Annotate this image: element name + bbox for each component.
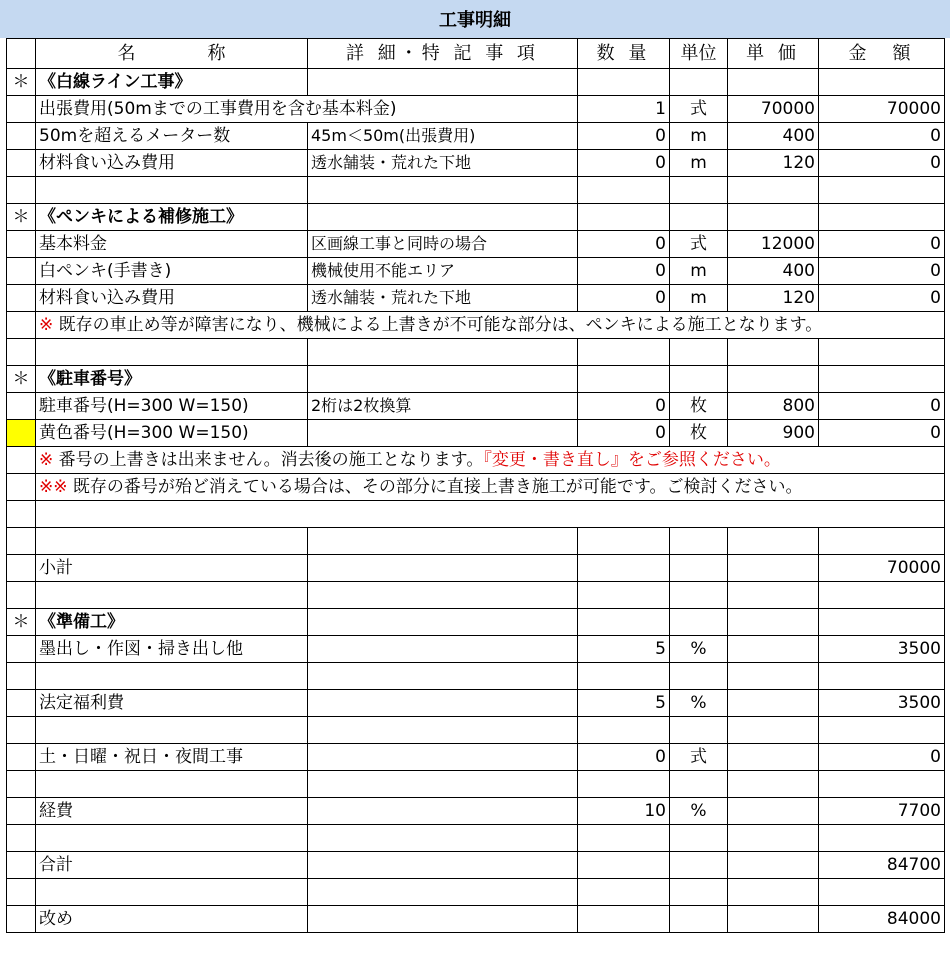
item-unit — [670, 879, 728, 906]
row-mark — [7, 177, 36, 204]
item-name: 法定福利費 — [36, 690, 308, 717]
note-cell — [36, 312, 945, 339]
item-name: 合計 — [36, 852, 308, 879]
item-price — [728, 555, 819, 582]
item-amount: 0 — [819, 393, 945, 420]
row-mark — [7, 339, 36, 366]
header-amount: 金 額 — [819, 39, 945, 69]
row-mark — [7, 663, 36, 690]
estimate-table — [6, 38, 945, 933]
note-cell — [36, 474, 945, 501]
item-amount — [819, 339, 945, 366]
item-detail — [308, 825, 578, 852]
item-qty — [578, 852, 670, 879]
item-detail: 透水舗装・荒れた下地 — [308, 150, 578, 177]
header-detail: 詳 細・特 記 事 項 — [308, 39, 578, 69]
item-detail — [308, 771, 578, 798]
item-amount — [819, 177, 945, 204]
item-detail — [308, 609, 578, 636]
table-row — [7, 717, 945, 744]
item-price — [728, 663, 819, 690]
item-unit: m — [670, 258, 728, 285]
item-unit — [670, 771, 728, 798]
item-qty — [578, 582, 670, 609]
row-mark: ＊ — [7, 204, 36, 231]
table-row — [7, 420, 945, 447]
item-name — [36, 825, 308, 852]
item-amount: 0 — [819, 231, 945, 258]
item-detail: 透水舗装・荒れた下地 — [308, 285, 578, 312]
table-row — [7, 636, 945, 663]
item-qty: 0 — [578, 285, 670, 312]
row-mark — [7, 150, 36, 177]
table-row — [7, 69, 945, 96]
row-mark — [7, 555, 36, 582]
item-amount: 3500 — [819, 690, 945, 717]
row-mark: ＊ — [7, 69, 36, 96]
item-price: 120 — [728, 285, 819, 312]
item-amount: 0 — [819, 123, 945, 150]
header-price: 単 価 — [728, 39, 819, 69]
item-name: 駐車番号(H=300 W=150) — [36, 393, 308, 420]
item-unit — [670, 366, 728, 393]
item-price — [728, 204, 819, 231]
table-row — [7, 474, 945, 501]
item-detail — [308, 528, 578, 555]
item-amount: 0 — [819, 744, 945, 771]
header-mark — [7, 39, 36, 69]
item-qty: 0 — [578, 150, 670, 177]
item-unit: 枚 — [670, 393, 728, 420]
item-name: 50mを超えるメーター数 — [36, 123, 308, 150]
item-unit — [670, 555, 728, 582]
item-detail — [308, 177, 578, 204]
item-name — [36, 528, 308, 555]
item-price — [728, 528, 819, 555]
header-row — [7, 39, 945, 69]
table-row — [7, 555, 945, 582]
item-detail — [308, 420, 578, 447]
item-amount: 7700 — [819, 798, 945, 825]
row-mark: ＊ — [7, 609, 36, 636]
item-detail — [308, 204, 578, 231]
item-detail — [308, 798, 578, 825]
item-amount — [819, 771, 945, 798]
item-qty — [578, 555, 670, 582]
row-mark — [7, 771, 36, 798]
row-mark — [7, 744, 36, 771]
table-row — [7, 366, 945, 393]
item-qty: 1 — [578, 96, 670, 123]
note-marker: ※※ — [39, 477, 68, 497]
table-row — [7, 582, 945, 609]
item-name: 黄色番号(H=300 W=150) — [36, 420, 308, 447]
item-price — [728, 906, 819, 933]
table-row — [7, 744, 945, 771]
item-amount — [819, 366, 945, 393]
item-price — [728, 609, 819, 636]
item-detail — [308, 879, 578, 906]
item-unit: 式 — [670, 231, 728, 258]
row-mark — [7, 312, 36, 339]
item-name: 小計 — [36, 555, 308, 582]
item-amount — [819, 879, 945, 906]
row-mark — [7, 528, 36, 555]
note-marker: ※ — [39, 315, 54, 335]
note-text: 既存の車止め等が障害になり、機械による上書きが不可能な部分は、ペンキによる施工となります。 — [53, 315, 823, 335]
item-price — [728, 825, 819, 852]
item-qty — [578, 366, 670, 393]
row-mark — [7, 258, 36, 285]
item-qty: 10 — [578, 798, 670, 825]
item-name — [36, 663, 308, 690]
item-name: 改め — [36, 906, 308, 933]
item-amount — [819, 609, 945, 636]
item-detail — [308, 663, 578, 690]
item-unit: 式 — [670, 96, 728, 123]
note-marker: ※ — [39, 450, 54, 470]
item-unit: m — [670, 285, 728, 312]
row-mark — [7, 582, 36, 609]
item-qty: 0 — [578, 420, 670, 447]
item-unit: % — [670, 636, 728, 663]
table-row — [7, 177, 945, 204]
item-qty: 5 — [578, 690, 670, 717]
item-price — [728, 744, 819, 771]
blank-line-cell — [36, 501, 945, 528]
item-price — [728, 177, 819, 204]
item-name — [36, 879, 308, 906]
item-qty: 0 — [578, 258, 670, 285]
item-qty — [578, 825, 670, 852]
item-qty — [578, 177, 670, 204]
row-mark — [7, 96, 36, 123]
item-detail — [308, 744, 578, 771]
item-unit — [670, 204, 728, 231]
item-qty — [578, 879, 670, 906]
item-name: 土・日曜・祝日・夜間工事 — [36, 744, 308, 771]
item-qty — [578, 339, 670, 366]
table-row — [7, 96, 945, 123]
table-row — [7, 204, 945, 231]
item-unit — [670, 582, 728, 609]
item-detail — [308, 717, 578, 744]
table-row — [7, 825, 945, 852]
item-name: 材料食い込み費用 — [36, 285, 308, 312]
item-amount — [819, 582, 945, 609]
item-amount: 3500 — [819, 636, 945, 663]
row-mark — [7, 906, 36, 933]
table-row — [7, 150, 945, 177]
table-row — [7, 312, 945, 339]
item-unit: % — [670, 690, 728, 717]
section-title: 《白線ライン工事》 — [36, 69, 308, 96]
item-amount — [819, 69, 945, 96]
item-price — [728, 852, 819, 879]
table-row — [7, 447, 945, 474]
item-amount: 84000 — [819, 906, 945, 933]
item-unit — [670, 69, 728, 96]
item-name: 基本料金 — [36, 231, 308, 258]
item-qty: 0 — [578, 123, 670, 150]
item-price — [728, 879, 819, 906]
item-price — [728, 717, 819, 744]
item-name: 経費 — [36, 798, 308, 825]
item-unit: 枚 — [670, 420, 728, 447]
table-row — [7, 258, 945, 285]
item-unit — [670, 177, 728, 204]
item-unit — [670, 663, 728, 690]
item-name — [36, 717, 308, 744]
item-detail — [308, 555, 578, 582]
row-mark — [7, 420, 36, 447]
item-name — [36, 177, 308, 204]
row-mark — [7, 447, 36, 474]
item-qty: 0 — [578, 744, 670, 771]
header-unit: 単位 — [670, 39, 728, 69]
table-row — [7, 501, 945, 528]
item-amount: 70000 — [819, 555, 945, 582]
item-amount — [819, 717, 945, 744]
item-name: 白ペンキ(手書き) — [36, 258, 308, 285]
table-row — [7, 879, 945, 906]
item-price — [728, 582, 819, 609]
item-detail — [308, 366, 578, 393]
table-row — [7, 906, 945, 933]
item-amount — [819, 663, 945, 690]
item-unit — [670, 717, 728, 744]
item-unit — [670, 852, 728, 879]
item-detail: 機械使用不能エリア — [308, 258, 578, 285]
row-mark — [7, 717, 36, 744]
item-name — [36, 582, 308, 609]
item-name: 材料食い込み費用 — [36, 150, 308, 177]
section-title: 《ペンキによる補修施工》 — [36, 204, 308, 231]
header-name: 名 称 — [36, 39, 308, 69]
item-amount: 0 — [819, 150, 945, 177]
item-price: 400 — [728, 123, 819, 150]
item-detail — [308, 906, 578, 933]
item-qty — [578, 906, 670, 933]
item-price — [728, 690, 819, 717]
item-amount — [819, 204, 945, 231]
table-row — [7, 663, 945, 690]
item-unit — [670, 339, 728, 366]
row-mark — [7, 690, 36, 717]
item-detail — [308, 852, 578, 879]
item-amount — [819, 528, 945, 555]
item-detail — [308, 636, 578, 663]
item-price: 800 — [728, 393, 819, 420]
item-qty — [578, 69, 670, 96]
item-qty — [578, 717, 670, 744]
item-amount: 84700 — [819, 852, 945, 879]
row-mark: ＊ — [7, 366, 36, 393]
item-qty: 5 — [578, 636, 670, 663]
row-mark — [7, 501, 36, 528]
item-price — [728, 339, 819, 366]
item-qty — [578, 663, 670, 690]
item-qty — [578, 204, 670, 231]
item-qty — [578, 609, 670, 636]
item-amount — [819, 825, 945, 852]
table-row — [7, 852, 945, 879]
row-mark — [7, 825, 36, 852]
item-price: 120 — [728, 150, 819, 177]
item-unit — [670, 906, 728, 933]
header-qty: 数 量 — [578, 39, 670, 69]
row-mark — [7, 285, 36, 312]
row-mark — [7, 636, 36, 663]
item-price — [728, 366, 819, 393]
item-detail — [308, 339, 578, 366]
item-amount: 0 — [819, 258, 945, 285]
section-title: 《準備工》 — [36, 609, 308, 636]
row-mark — [7, 798, 36, 825]
item-qty: 0 — [578, 231, 670, 258]
item-detail: 2桁は2枚換算 — [308, 393, 578, 420]
note-cell — [36, 447, 945, 474]
table-row — [7, 393, 945, 420]
item-unit — [670, 528, 728, 555]
sheet-title: 工事明細 — [0, 0, 950, 38]
item-name: 出張費用(50mまでの工事費用を含む基本料金) — [36, 96, 578, 123]
table-row — [7, 528, 945, 555]
item-qty — [578, 771, 670, 798]
item-price: 900 — [728, 420, 819, 447]
item-qty — [578, 528, 670, 555]
item-price: 400 — [728, 258, 819, 285]
row-mark — [7, 474, 36, 501]
item-price: 70000 — [728, 96, 819, 123]
item-detail — [308, 69, 578, 96]
table-row — [7, 609, 945, 636]
table-row — [7, 339, 945, 366]
note-text: 既存の番号が殆ど消えている場合は、その部分に直接上書き施工が可能です。ご検討ください。 — [67, 477, 803, 497]
item-unit: % — [670, 798, 728, 825]
table-row — [7, 771, 945, 798]
item-amount: 0 — [819, 285, 945, 312]
table-row — [7, 123, 945, 150]
item-unit: m — [670, 123, 728, 150]
row-mark — [7, 393, 36, 420]
item-price — [728, 69, 819, 96]
item-amount: 70000 — [819, 96, 945, 123]
item-unit: m — [670, 150, 728, 177]
item-unit — [670, 609, 728, 636]
item-qty: 0 — [578, 393, 670, 420]
item-name: 墨出し・作図・掃き出し他 — [36, 636, 308, 663]
item-price: 12000 — [728, 231, 819, 258]
item-amount: 0 — [819, 420, 945, 447]
table-row — [7, 231, 945, 258]
item-detail: 45m＜50m(出張費用) — [308, 123, 578, 150]
item-price — [728, 636, 819, 663]
item-name — [36, 771, 308, 798]
item-unit — [670, 825, 728, 852]
table-row — [7, 798, 945, 825]
row-mark — [7, 879, 36, 906]
section-title: 《駐車番号》 — [36, 366, 308, 393]
item-detail — [308, 582, 578, 609]
item-name — [36, 339, 308, 366]
note-link-text: 『変更・書き直し』をご参照ください。 — [483, 450, 781, 470]
row-mark — [7, 231, 36, 258]
table-row — [7, 285, 945, 312]
row-mark — [7, 852, 36, 879]
item-detail — [308, 690, 578, 717]
item-price — [728, 771, 819, 798]
row-mark — [7, 123, 36, 150]
note-text: 番号の上書きは出来ません。消去後の施工となります。 — [53, 450, 484, 470]
table-row — [7, 690, 945, 717]
item-detail: 区画線工事と同時の場合 — [308, 231, 578, 258]
item-unit: 式 — [670, 744, 728, 771]
item-price — [728, 798, 819, 825]
